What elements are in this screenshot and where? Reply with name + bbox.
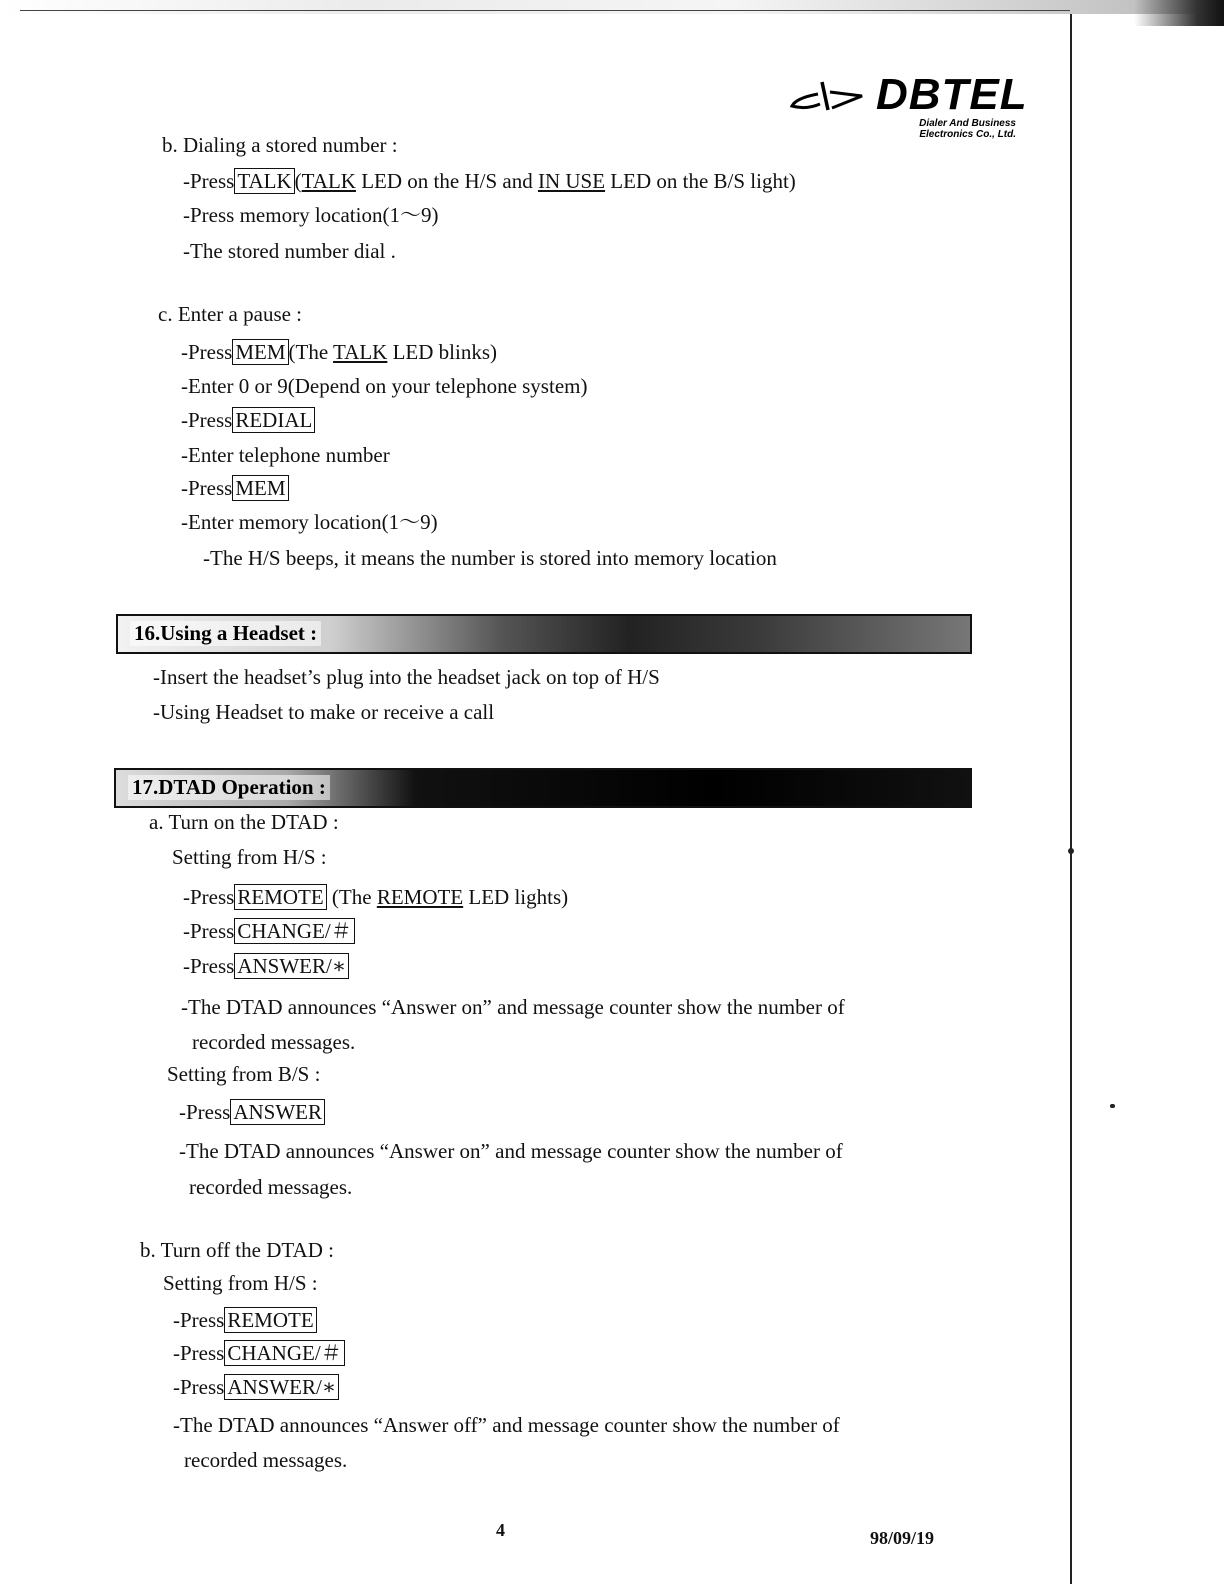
pause-step-4: -Enter telephone number xyxy=(181,443,390,467)
dtad-on-step-4: -Press ANSWER xyxy=(179,1099,325,1125)
remote-key: REMOTE xyxy=(234,884,326,910)
logo-subtitle: Dialer And Business Electronics Co., Ltd. xyxy=(919,118,1016,140)
dtad-on-heading: a. Turn on the DTAD : xyxy=(149,810,339,834)
dialing-heading: b. Dialing a stored number : xyxy=(162,133,398,157)
dtad-on-announce-1: -The DTAD announces “Answer on” and message counter show the number of xyxy=(181,995,845,1019)
answer-key: ANSWER xyxy=(230,1099,325,1125)
dtad-on-bs-heading: Setting from B/S : xyxy=(167,1062,321,1086)
logo-wordmark: DBTEL xyxy=(876,70,1028,119)
dialing-step-1: -Press TALK (TALK LED on the H/S and IN USE LED on the B/S light) xyxy=(183,169,796,193)
pause-step-1: -Press MEM (The TALK LED blinks) xyxy=(181,340,498,364)
page-number: 4 xyxy=(496,1520,505,1540)
dtad-off-step-1: -Press REMOTE xyxy=(173,1307,317,1333)
pause-step-3: -Press REDIAL xyxy=(181,407,315,433)
answer-star-key-off: ANSWER/∗ xyxy=(224,1374,339,1400)
dtad-on-announce-2: recorded messages. xyxy=(192,1030,356,1054)
talk-key: TALK xyxy=(234,168,294,194)
dtad-section-title: 17.DTAD Operation : xyxy=(128,775,330,800)
page-top-edge xyxy=(20,10,1070,11)
dtad-off-heading: b. Turn off the DTAD : xyxy=(140,1238,334,1262)
dialing-step-3: -The stored number dial . xyxy=(183,239,396,263)
headset-line-2: -Using Headset to make or receive a call xyxy=(153,700,495,724)
scan-artifact-corner xyxy=(1134,0,1224,26)
dtad-off-announce-1: -The DTAD announces “Answer off” and message counter show the number of xyxy=(173,1413,840,1437)
pause-heading: c. Enter a pause : xyxy=(158,302,303,326)
scan-artifact-top xyxy=(0,0,1224,14)
redial-key: REDIAL xyxy=(232,407,315,433)
dtad-on-hs-heading: Setting from H/S : xyxy=(172,845,327,869)
pause-step-5: -Press MEM xyxy=(181,475,289,501)
document-date: 98/09/19 xyxy=(870,1528,935,1548)
dtad-on-step-2: -Press CHANGE/＃ xyxy=(183,918,355,944)
page-right-edge xyxy=(1070,14,1072,1584)
change-key-off: CHANGE/＃ xyxy=(224,1340,344,1366)
dialing-step-2: -Press memory location(1～9) xyxy=(183,203,439,227)
scan-speck xyxy=(1110,1104,1115,1108)
mem-key: MEM xyxy=(232,339,288,365)
headset-line-1: -Insert the headset’s plug into the headset jack on top of H/S xyxy=(153,665,660,689)
dtad-off-hs-heading: Setting from H/S : xyxy=(163,1271,318,1295)
dtad-on-announce-3: -The DTAD announces “Answer on” and message counter show the number of xyxy=(179,1139,843,1163)
dtad-on-step-3: -Press ANSWER/∗ xyxy=(183,953,349,979)
pause-step-2: -Enter 0 or 9(Depend on your telephone system) xyxy=(181,374,588,398)
dbtel-logo-icon xyxy=(788,80,868,114)
dtad-off-step-3: -Press ANSWER/∗ xyxy=(173,1374,339,1400)
change-key: CHANGE/＃ xyxy=(234,918,354,944)
dtad-on-step-1: -Press REMOTE (The REMOTE LED lights) xyxy=(183,885,569,909)
dtad-section-bar xyxy=(114,768,972,808)
mem-key-2: MEM xyxy=(232,475,288,501)
dtad-on-announce-4: recorded messages. xyxy=(189,1175,353,1199)
headset-section-title: 16.Using a Headset : xyxy=(130,621,321,646)
company-logo xyxy=(788,70,1028,152)
answer-star-key: ANSWER/∗ xyxy=(234,953,349,979)
headset-section-bar xyxy=(116,614,972,654)
pause-step-7: -The H/S beeps, it means the number is stored into memory location xyxy=(203,546,777,570)
pause-step-6: -Enter memory location(1～9) xyxy=(181,510,438,534)
remote-key-off: REMOTE xyxy=(224,1307,316,1333)
dtad-off-announce-2: recorded messages. xyxy=(184,1448,348,1472)
scan-speck xyxy=(1068,848,1074,854)
dtad-off-step-2: -Press CHANGE/＃ xyxy=(173,1340,345,1366)
